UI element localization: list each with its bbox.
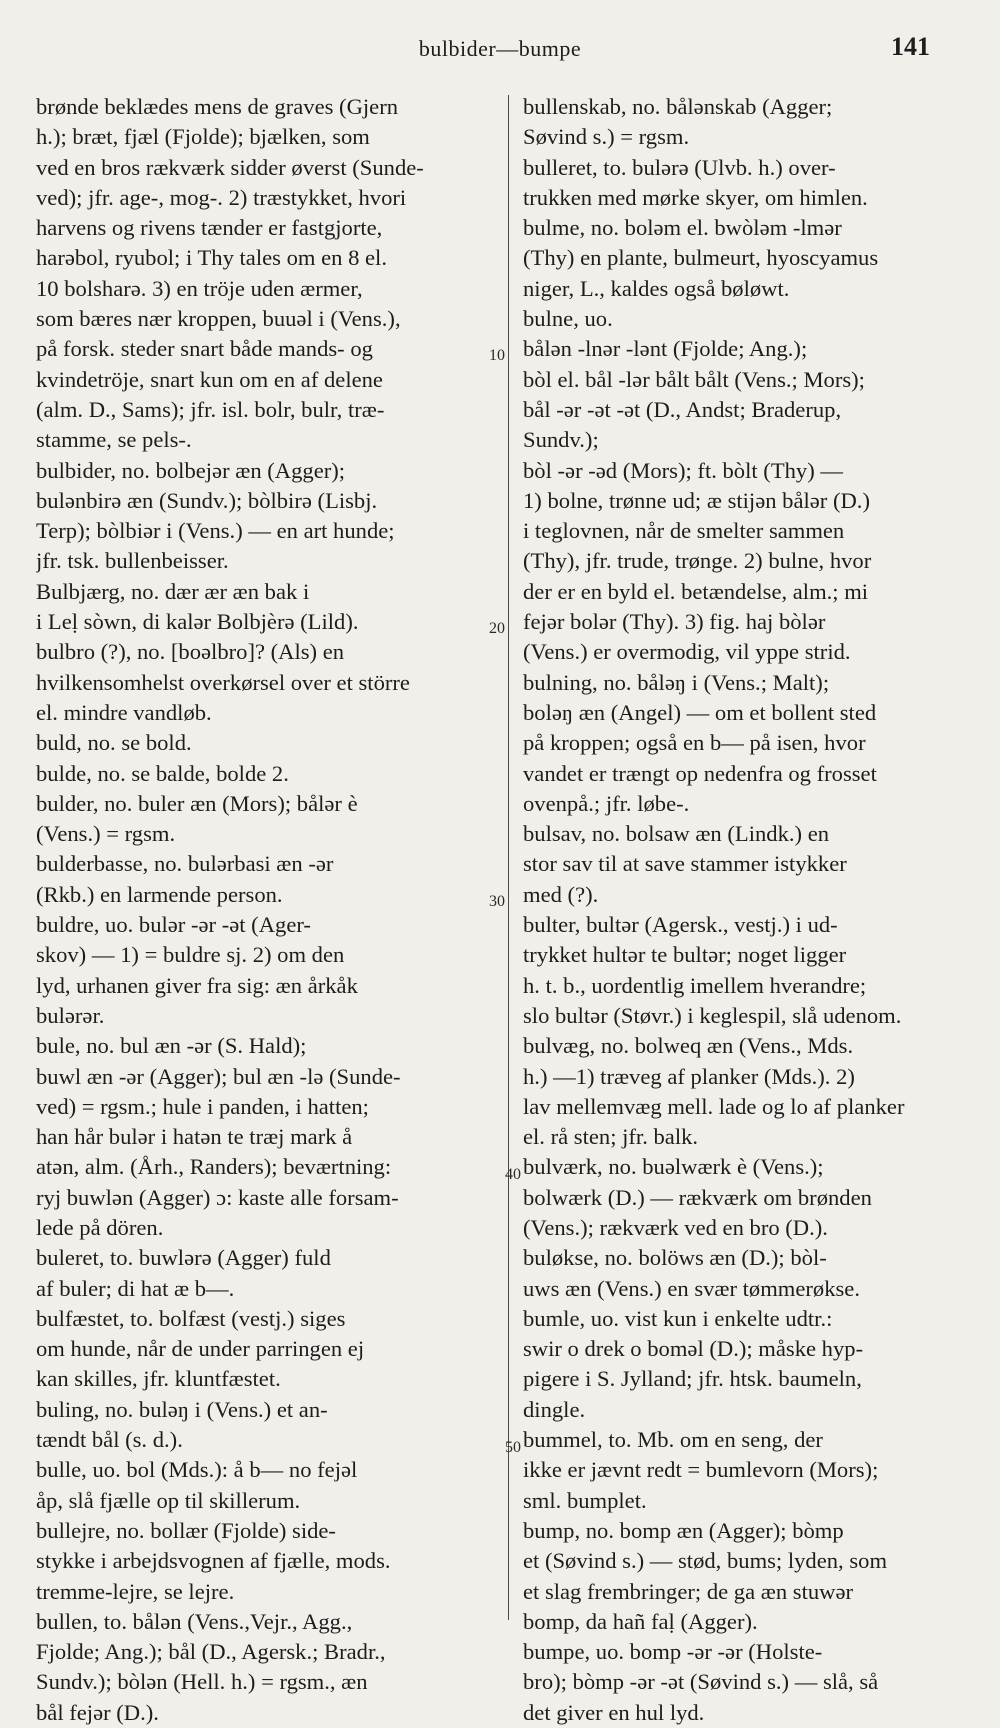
text-line: (alm. D., Sams); jfr. isl. bolr, bulr, træ- bbox=[36, 396, 385, 422]
text-line: buwl æn -ər (Agger); bul æn -lə (Sunde- bbox=[36, 1063, 401, 1089]
text-line: bulfæstet, to. bolfæst (vestj.) siges bbox=[36, 1305, 346, 1331]
text-line: bumpe, uo. bomp -ər -ər (Holste- bbox=[523, 1639, 823, 1665]
text-line: (Thy), jfr. trude, trønge. 2) bulne, hvor bbox=[523, 548, 872, 574]
text-line: buleret, to. buwlərə (Agger) fuld bbox=[36, 1245, 331, 1271]
text-line: ved); jfr. age-, mog-. 2) træstykket, hvori bbox=[36, 184, 407, 210]
text-line: swir o drek o boməl (D.); måske hyp- bbox=[523, 1336, 864, 1362]
text-line: buløkse, no. bolöws æn (D.); bòl- bbox=[523, 1245, 827, 1271]
text-line: bulle, uo. bol (Mds.): å b— no fejəl bbox=[36, 1457, 358, 1483]
text-line: uws æn (Vens.) en svær tømmerøkse. bbox=[523, 1275, 860, 1301]
text-line: ovenpå.; jfr. løbe-. bbox=[523, 790, 690, 816]
text-line: bulbider, no. bolbejər æn (Agger); bbox=[36, 457, 346, 483]
text-line: harəbol, ryubol; i Thy tales om en 8 el. bbox=[36, 245, 387, 271]
text-line: i Leḷ sòwn, di kalər Bolbjèrə (Lild). bbox=[36, 609, 359, 635]
text-line: slo bultər (Støvr.) i keglespil, slå udenom. bbox=[523, 1002, 902, 1028]
text-line: atən, alm. (Årh., Randers); beværtning: bbox=[36, 1154, 392, 1180]
text-line: jfr. tsk. bullenbeisser. bbox=[36, 548, 229, 574]
text-line: (Thy) en plante, bulmeurt, hyoscyamus bbox=[523, 245, 879, 271]
text-line: Sundv.); bbox=[523, 427, 599, 453]
text-line: lyd, urhanen giver fra sig: æn årkåk bbox=[36, 972, 358, 998]
text-line: h.); bræt, fjæl (Fjolde); bjælken, som bbox=[36, 124, 370, 150]
text-line: boləŋ æn (Angel) — om et bollent sted bbox=[523, 699, 877, 725]
text-line: af buler; di hat æ b—. bbox=[36, 1275, 235, 1301]
text-line: bulderbasse, no. bulərbasi æn -ər bbox=[36, 851, 334, 877]
text-line: 1) bolne, trønne ud; æ stijən bålər (D.) bbox=[523, 487, 870, 513]
page-header bbox=[0, 32, 1000, 72]
text-line: trukken med mørke skyer, om himlen. bbox=[523, 184, 868, 210]
line-number: 20 bbox=[489, 620, 505, 637]
text-line: buld, no. se bold. bbox=[36, 730, 192, 756]
text-line: et (Søvind s.) — stød, bums; lyden, som bbox=[523, 1548, 888, 1574]
line-number: 40 bbox=[505, 1166, 521, 1183]
text-line: ved) = rgsm.; hule i panden, i hatten; bbox=[36, 1093, 369, 1119]
text-line: ikke er jævnt redt = bumlevorn (Mors); bbox=[523, 1457, 879, 1483]
text-line: tændt bål (s. d.). bbox=[36, 1427, 183, 1453]
text-line: bummel, to. Mb. om en seng, der bbox=[523, 1427, 823, 1453]
text-line: stor sav til at save stammer istykker bbox=[523, 851, 847, 877]
text-line: bulvæg, no. bolweq æn (Vens., Mds. bbox=[523, 1033, 854, 1059]
text-line: vandet er trængt op nedenfra og frosset bbox=[523, 760, 877, 786]
text-line: kan skilles, jfr. kluntfæstet. bbox=[36, 1366, 281, 1392]
text-line: han hår bulər i hatən te træj mark å bbox=[36, 1124, 353, 1150]
text-line: åp, slå fjælle op til skillerum. bbox=[36, 1487, 301, 1513]
text-line: h.) —1) træveg af planker (Mds.). 2) bbox=[523, 1063, 855, 1089]
text-line: bulning, no. båləŋ i (Vens.; Malt); bbox=[523, 669, 830, 695]
text-line: bomp, da hañ faḷ (Agger). bbox=[523, 1608, 758, 1634]
text-line: bulənbirə æn (Sundv.); bòlbirə (Lisbj. bbox=[36, 487, 378, 513]
text-line: 10 bolsharə. 3) en tröje uden ærmer, bbox=[36, 275, 363, 301]
text-line: Terp); bòlbiər i (Vens.) — en art hunde; bbox=[36, 518, 395, 544]
line-number: 50 bbox=[505, 1439, 521, 1456]
text-line: el. rå sten; jfr. balk. bbox=[523, 1124, 699, 1150]
text-line: stykke i arbejdsvognen af fjælle, mods. bbox=[36, 1548, 391, 1574]
text-line: Fjolde; Ang.); bål (D., Agersk.; Bradr., bbox=[36, 1639, 386, 1665]
text-line: el. mindre vandløb. bbox=[36, 699, 212, 725]
text-line: bulsav, no. bolsaw æn (Lindk.) en bbox=[523, 821, 830, 847]
text-line: med (?). bbox=[523, 881, 599, 907]
text-line: lav mellemvæg mell. lade og lo af planker bbox=[523, 1093, 905, 1119]
line-number: 30 bbox=[489, 893, 505, 910]
text-line: tremme-lejre, se lejre. bbox=[36, 1578, 235, 1604]
text-line: bålən -lnər -lənt (Fjolde; Ang.); bbox=[523, 336, 808, 362]
text-line: der er en byld el. betændelse, alm.; mi bbox=[523, 578, 869, 604]
text-line: (Vens.); rækværk ved en bro (D.). bbox=[523, 1214, 828, 1240]
text-line: bullenskab, no. bålənskab (Agger; bbox=[523, 94, 833, 119]
text-line: på kroppen; også en b— på isen, hvor bbox=[523, 730, 866, 756]
text-line: det giver en hul lyd. bbox=[523, 1699, 705, 1725]
text-line: bulværk, no. buəlwærk è (Vens.); bbox=[523, 1154, 824, 1180]
running-head: bulbider—bumpe bbox=[418, 36, 582, 61]
right-column bbox=[523, 92, 963, 1728]
text-line: Sundv.); bòlən (Hell. h.) = rgsm., æn bbox=[36, 1669, 368, 1695]
text-line: dingle. bbox=[523, 1396, 586, 1422]
text-line: (Vens.) = rgsm. bbox=[36, 821, 176, 847]
text-line: som bæres nær kroppen, buuəl i (Vens.), bbox=[36, 306, 401, 332]
line-number: 10 bbox=[489, 347, 505, 364]
text-line: i teglovnen, når de smelter sammen bbox=[523, 518, 845, 544]
text-line: bulme, no. boləm el. bwòləm -lmər bbox=[523, 215, 842, 241]
text-line: bullejre, no. bollær (Fjolde) side- bbox=[36, 1517, 336, 1543]
text-line: om hunde, når de under parringen ej bbox=[36, 1336, 365, 1362]
text-line: ved en bros rækværk sidder øverst (Sunde- bbox=[36, 154, 424, 180]
text-line: ryj buwlən (Agger) ɔ: kaste alle forsam- bbox=[36, 1184, 399, 1210]
page-number: 141 bbox=[891, 32, 930, 61]
text-line: hvilkensomhelst overkørsel over et större bbox=[36, 669, 410, 695]
text-line: bulter, bultər (Agersk., vestj.) i ud- bbox=[523, 912, 838, 938]
text-line: bulder, no. buler æn (Mors); bålər è bbox=[36, 790, 358, 816]
text-line: stamme, se pels-. bbox=[36, 427, 192, 453]
text-line: harvens og rivens tænder er fastgjorte, bbox=[36, 215, 383, 241]
text-line: bumle, uo. vist kun i enkelte udtr.: bbox=[523, 1305, 833, 1331]
text-line: bòl el. bål -lər bålt bålt (Vens.; Mors); bbox=[523, 366, 865, 392]
text-line: buldre, uo. bulər -ər -ət (Ager- bbox=[36, 912, 311, 938]
text-line: bro); bòmp -ər -ət (Søvind s.) — slå, så bbox=[523, 1669, 879, 1695]
text-line: sml. bumplet. bbox=[523, 1487, 647, 1513]
text-line: bulne, uo. bbox=[523, 306, 613, 332]
text-line: bål -ər -ət -ət (D., Andst; Braderup, bbox=[523, 396, 842, 422]
text-line: bule, no. bul æn -ər (S. Hald); bbox=[36, 1033, 307, 1059]
text-line: bump, no. bomp æn (Agger); bòmp bbox=[523, 1517, 844, 1543]
text-line: skov) — 1) = buldre sj. 2) om den bbox=[36, 942, 345, 968]
text-line: brønde beklædes mens de graves (Gjern bbox=[36, 94, 399, 119]
text-line: kvindetröje, snart kun om en af delene bbox=[36, 366, 383, 392]
column-divider bbox=[508, 95, 509, 1620]
text-line: bulde, no. se balde, bolde 2. bbox=[36, 760, 289, 786]
text-line: bål fejər (D.). bbox=[36, 1699, 159, 1725]
text-line: bolwærk (D.) — rækværk om brønden bbox=[523, 1184, 872, 1210]
text-line: bulərər. bbox=[36, 1002, 105, 1028]
text-line: trykket hultər te bultər; noget ligger bbox=[523, 942, 847, 968]
text-line: niger, L., kaldes også bøløwt. bbox=[523, 275, 790, 301]
text-line: bulleret, to. bulərə (Ulvb. h.) over- bbox=[523, 154, 836, 180]
text-line: på forsk. steder snart både mands- og bbox=[36, 336, 373, 362]
left-column bbox=[36, 92, 496, 1728]
text-line: h. t. b., uordentlig imellem hverandre; bbox=[523, 972, 867, 998]
text-line: bòl -ər -əd (Mors); ft. bòlt (Thy) — bbox=[523, 457, 843, 483]
text-line: bulbro (?), no. [boəlbro]? (Als) en bbox=[36, 639, 345, 665]
text-line: (Rkb.) en larmende person. bbox=[36, 881, 283, 907]
text-line: bullen, to. bålən (Vens.,Vejr., Agg., bbox=[36, 1608, 353, 1634]
text-line: et slag frembringer; de ga æn stuwər bbox=[523, 1578, 854, 1604]
text-line: Bulbjærg, no. dær ær æn bak i bbox=[36, 578, 310, 604]
text-line: fejər bolər (Thy). 3) fig. haj bòlər bbox=[523, 609, 826, 635]
text-line: (Vens.) er overmodig, vil yppe strid. bbox=[523, 639, 851, 665]
text-line: pigere i S. Jylland; jfr. htsk. baumeln, bbox=[523, 1366, 862, 1392]
text-line: buling, no. buləŋ i (Vens.) et an- bbox=[36, 1396, 328, 1422]
text-line: lede på dören. bbox=[36, 1214, 164, 1240]
text-line: Søvind s.) = rgsm. bbox=[523, 124, 690, 150]
